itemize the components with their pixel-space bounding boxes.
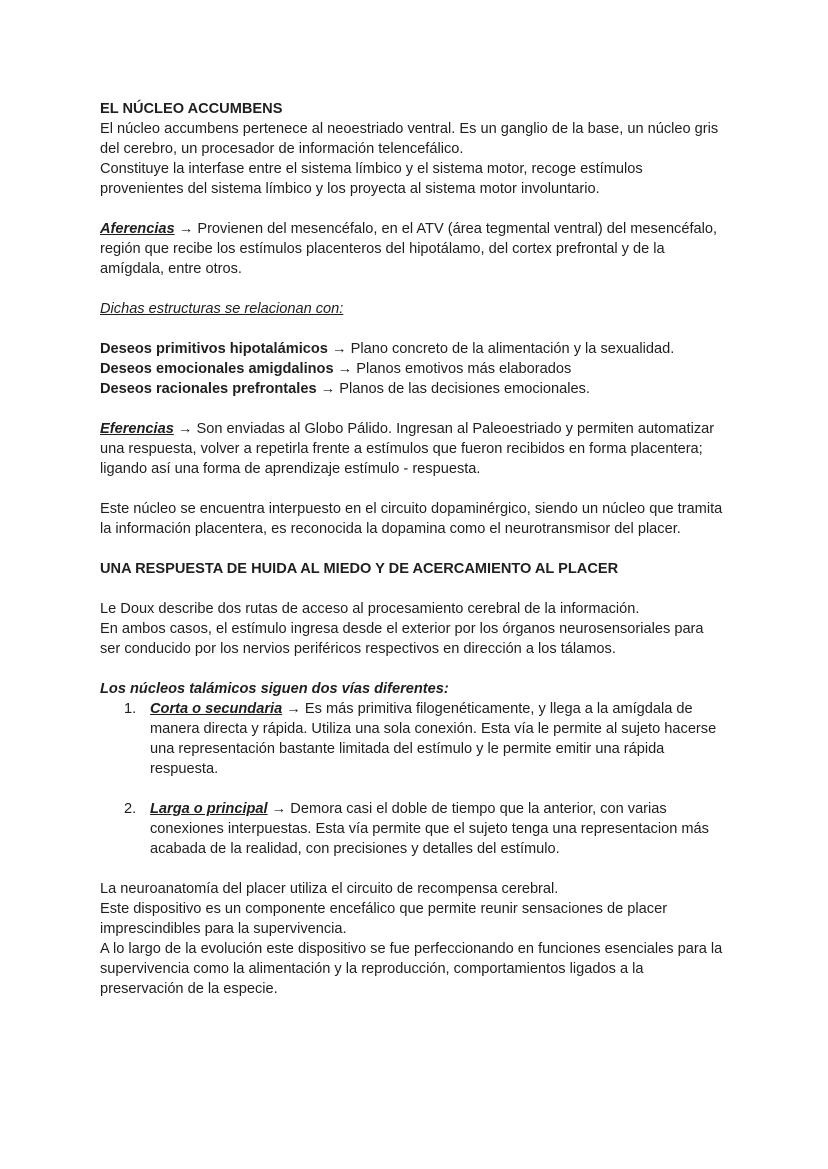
list-item bbox=[100, 799, 725, 859]
section-title-accumbens: EL NÚCLEO ACCUMBENS bbox=[100, 101, 283, 117]
section-title-respuesta: UNA RESPUESTA DE HUIDA AL MIEDO Y DE ACERCAMIENTO AL PLACER bbox=[100, 561, 619, 577]
list-number: 1. bbox=[124, 701, 137, 717]
paragraph-interfase: Constituye la interfase entre el sistema límbico y el sistema motor, recoge estímulos provenientes del sistema límbico y los proyecta al sistema motor involuntario. bbox=[100, 161, 643, 197]
deseo-line bbox=[100, 379, 725, 399]
deseo-term: Deseos emocionales amigdalinos bbox=[100, 361, 334, 377]
aferencias-text: → Provienen del mesencéfalo, en el ATV (área tegmental ventral) del mesencéfalo, región que recibe los estímulos placenteros del hipotálamo, del cortex prefrontal y de la amígdala, entre otros. bbox=[100, 221, 718, 277]
paragraph-estimulo: En ambos casos, el estímulo ingresa desde el exterior por los órganos neurosensoriales para ser conducido por los nervios periféricos respectivos en dirección a los tálamos. bbox=[100, 621, 704, 657]
relaciones-label: Dichas estructuras se relacionan con: bbox=[100, 301, 344, 317]
vias-list bbox=[100, 699, 725, 859]
eferencias-text: → Son enviadas al Globo Pálido. Ingresan al Paleoestriado y permiten automatizar una respuesta, volver a repetirla frente a estímulos que fueron recibidos en forma placentera; ligando así una forma de aprendizaje estímulo - respuesta. bbox=[100, 421, 715, 477]
term-aferencias: Aferencias bbox=[100, 221, 175, 237]
term-eferencias: Eferencias bbox=[100, 421, 174, 437]
paragraph-ledoux: Le Doux describe dos rutas de acceso al procesamiento cerebral de la información. bbox=[100, 601, 640, 617]
list-item bbox=[100, 699, 725, 779]
paragraph-aferencias bbox=[100, 219, 725, 279]
deseo-term: Deseos primitivos hipotalámicos bbox=[100, 341, 328, 357]
deseo-line bbox=[100, 359, 725, 379]
deseo-line bbox=[100, 339, 725, 359]
document-page bbox=[100, 99, 725, 999]
paragraph-definition: El núcleo accumbens pertenece al neoestriado ventral. Es un ganglio de la base, un núcleo gris del cerebro, un procesador de información telencefálico. bbox=[100, 121, 719, 157]
deseo-text: → Plano concreto de la alimentación y la sexualidad. bbox=[327, 341, 675, 357]
deseo-text: → Planos emotivos más elaborados bbox=[333, 361, 572, 377]
deseo-term: Deseos racionales prefrontales bbox=[100, 381, 317, 397]
via-text: → Demora casi el doble de tiempo que la anterior, con varias conexiones interpuestas. Esta vía permite que el sujeto tenga una representacion más acabada de la realidad, con precisiones y detalles del estímulo. bbox=[150, 801, 709, 857]
paragraph-neuroanatomia: La neuroanatomía del placer utiliza el circuito de recompensa cerebral. bbox=[100, 881, 559, 897]
vias-label: Los núcleos talámicos siguen dos vías diferentes: bbox=[100, 681, 449, 697]
deseo-text: → Planos de las decisiones emocionales. bbox=[316, 381, 590, 397]
via-term: Corta o secundaria bbox=[150, 701, 283, 717]
list-spacer bbox=[100, 779, 725, 799]
paragraph-eferencias bbox=[100, 419, 725, 479]
via-term: Larga o principal bbox=[150, 801, 268, 817]
paragraph-dispositivo: Este dispositivo es un componente encefálico que permite reunir sensaciones de placer imprescindibles para la supervivencia. bbox=[100, 901, 668, 937]
via-text: → Es más primitiva filogenéticamente, y llega a la amígdala de manera directa y rápida. Utiliza una sola conexión. Esta vía le permite al sujeto hacerse una representación bastante limitada del estímulo y le permite emitir una rápida respuesta. bbox=[150, 701, 717, 777]
paragraph-dopamina: Este núcleo se encuentra interpuesto en el circuito dopaminérgico, siendo un núcleo que tramita la información placentera, es reconocida la dopamina como el neurotransmisor del placer. bbox=[100, 501, 723, 537]
paragraph-evolucion: A lo largo de la evolución este dispositivo se fue perfeccionando en funciones esenciales para la supervivencia como la alimentación y la reproducción, comportamientos ligados a la preservación de la especie. bbox=[100, 941, 723, 997]
list-number: 2. bbox=[124, 801, 137, 817]
